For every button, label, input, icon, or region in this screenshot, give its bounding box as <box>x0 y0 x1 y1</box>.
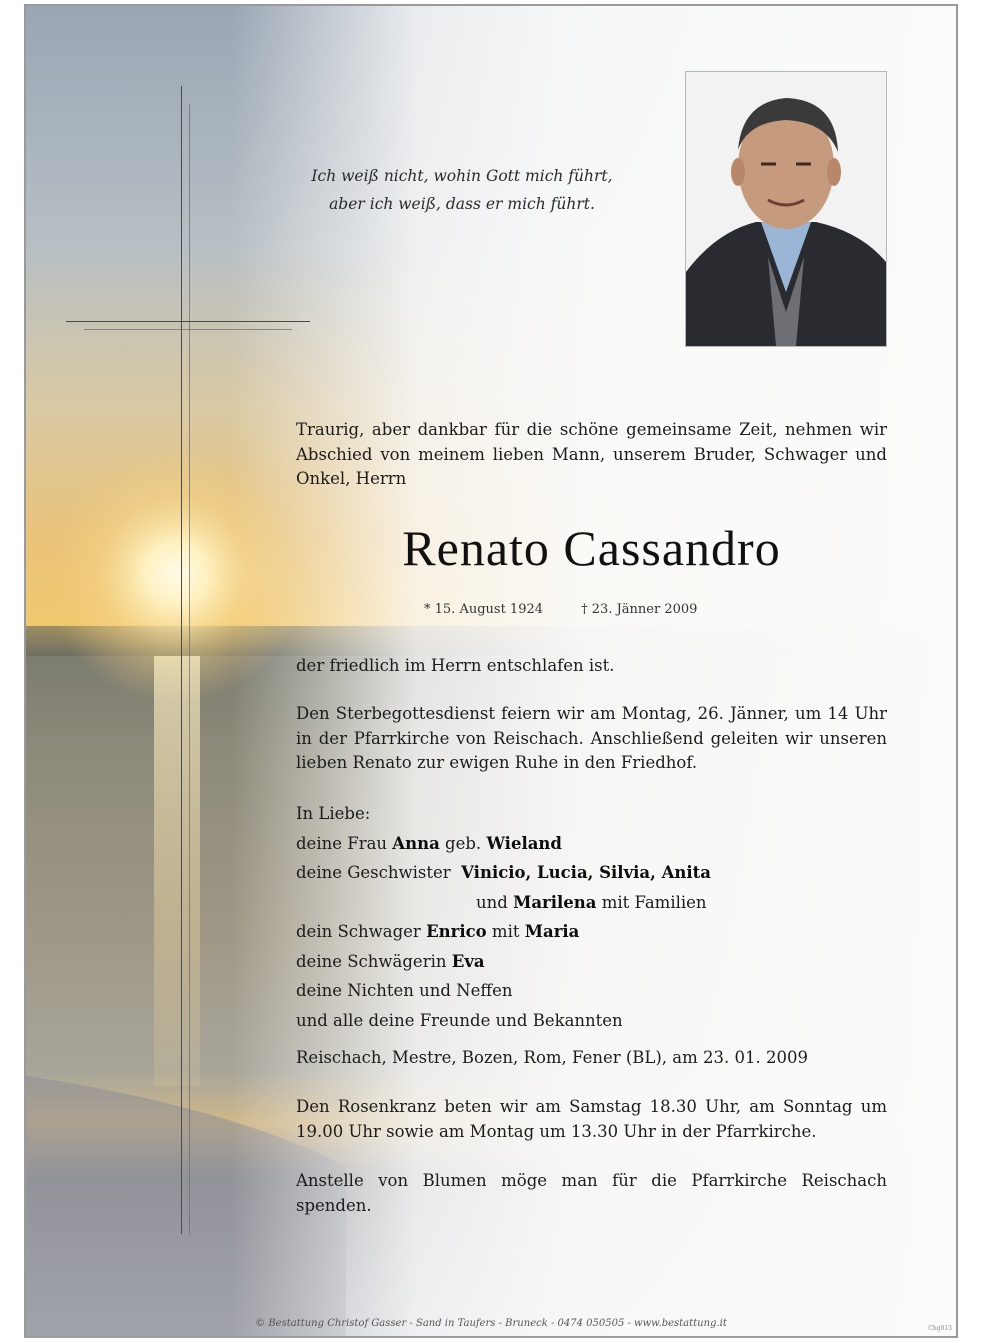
sister-in-law-prefix: deine Schwägerin <box>296 951 447 971</box>
peace-text: der friedlich im Herrn entschlafen ist. <box>296 656 615 675</box>
mourner-siblings <box>296 858 887 888</box>
cross-vertical-line <box>181 86 182 1234</box>
siblings-names: Vinicio, Lucia, Silvia, Anita <box>461 863 711 882</box>
funeral-home-footer: © Bestattung Christof Gasser - Sand in Taufers - Bruneck - 0474 050505 - www.bestattung.it <box>255 1318 727 1329</box>
siblings-prefix: deine Geschwister <box>296 863 451 882</box>
wife-born-label: geb. <box>445 833 482 853</box>
quote-line-2: aber ich weiß, dass er mich führt. <box>329 195 595 213</box>
funeral-service-text: Den Sterbegottesdienst feiern wir am Montag, 26. Jänner, um 14 Uhr in der Pfarrkirche von Reischach. Anschließend geleiten wir unseren lieben Renato zur ewigen Ruhe in den Friedhof. <box>296 704 887 772</box>
mourner-siblings-cont <box>296 888 887 918</box>
brother-in-law-with: mit <box>491 922 520 941</box>
wife-prefix: deine Frau <box>296 833 388 853</box>
rosary-text: Den Rosenkranz beten wir am Samstag 18.30 Uhr, am Sonntag um 19.00 Uhr sowie am Montag um 13.30 Uhr in der Pfarrkirche. <box>296 1097 887 1141</box>
sister-in-law-name: Eva <box>451 951 485 971</box>
bible-quote <box>292 162 632 218</box>
cross-vertical-shadow-line <box>189 104 190 1234</box>
brother-in-law-name: Enrico <box>426 922 487 941</box>
brother-in-law-partner: Maria <box>524 922 580 941</box>
deceased-name: Renato Cassandro <box>402 520 781 576</box>
siblings-suffix: mit Familien <box>601 892 707 912</box>
wife-name: Anna <box>392 833 440 853</box>
mourners-heading: In Liebe: <box>296 804 371 823</box>
mourners-list <box>296 799 887 1035</box>
mourner-brother-in-law <box>296 917 887 947</box>
siblings-last-name: Marilena <box>513 892 597 912</box>
obituary-card <box>24 4 958 1338</box>
brother-in-law-prefix: dein Schwager <box>296 922 421 941</box>
flowers-notice: Anstelle von Blumen möge man für die Pfarrkirche Reischach spenden. <box>296 1171 887 1215</box>
intro-text: Traurig, aber dankbar für die schöne gemeinsame Zeit, nehmen wir Abschied von meinem lieben Mann, unserem Bruder, Schwager und Onkel, Herrn <box>296 420 887 488</box>
portrait-photo <box>685 71 887 347</box>
mourner-nieces-nephews: deine Nichten und Neffen <box>296 981 513 1000</box>
birth-date: * 15. August 1924 <box>424 602 544 617</box>
wife-maiden-name: Wieland <box>486 833 562 853</box>
quote-line-1: Ich weiß nicht, wohin Gott mich führt, <box>311 167 613 185</box>
siblings-and: und <box>476 892 508 912</box>
place-and-date: Reischach, Mestre, Bozen, Rom, Fener (BL), am 23. 01. 2009 <box>296 1048 808 1067</box>
mourner-friends: und alle deine Freunde und Bekannten <box>296 1010 623 1030</box>
mourner-sister-in-law <box>296 947 887 977</box>
cross-horizontal-line <box>66 321 310 322</box>
template-code: Chg013 <box>928 1325 952 1332</box>
life-dates <box>424 602 697 617</box>
death-date: † 23. Jänner 2009 <box>581 602 698 617</box>
mourner-wife <box>296 829 887 859</box>
cross-horizontal-shadow-line <box>84 329 292 330</box>
